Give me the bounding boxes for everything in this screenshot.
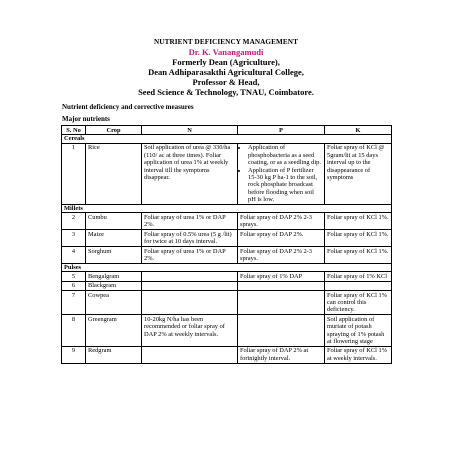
cell-crop: Greengram [86, 315, 142, 347]
cell-k: Foliar spray of KCl 1%. [325, 247, 392, 264]
cell-k: Foliar spray of KCl 1%. [325, 230, 392, 247]
group-label: Pulses [62, 263, 392, 271]
cell-sno: 9 [62, 346, 86, 363]
cell-n: Soil application of urea @ 330/ha (110/ ac at three times). Foliar application of urea 1% at weekly interval till the symptoms disappear. [142, 143, 238, 204]
header-k: K [325, 126, 392, 135]
cell-crop: Rice [86, 143, 142, 204]
group-label: Cereals [62, 135, 392, 143]
cell-k: Foliar spray of KCl 1%. [325, 213, 392, 230]
p-bullet-list [240, 144, 322, 203]
cell-n: 10-20kg N/ha has been recommended or foliar spray of DAP 2% at weekly intervals. [142, 315, 238, 347]
table-header-row [62, 126, 392, 135]
cell-p [238, 143, 325, 204]
subsection-title: Major nutrients [62, 115, 110, 123]
section-title: Nutrient deficiency and corrective measures [62, 103, 194, 111]
table-row [62, 213, 392, 230]
group-row [62, 205, 392, 213]
cell-n: Foliar spray of 0.5% urea (5 g /lit) for twice at 10 days interval. [142, 230, 238, 247]
cell-k: Foliar spray of KCl 1% at weekly intervals. [325, 346, 392, 363]
cell-crop: Redgram [86, 346, 142, 363]
cell-p [238, 281, 325, 290]
document-title: NUTRIENT DEFICIENCY MANAGEMENT [154, 38, 298, 46]
cell-k: Foliar spray of 1% KCl [325, 272, 392, 281]
cell-k: Foliar spray of KCl 1% can control this deficiency. [325, 291, 392, 315]
cell-sno: 7 [62, 291, 86, 315]
table-row [62, 281, 392, 290]
cell-n: Foliar spray of urea 1% or DAP 2%. [142, 213, 238, 230]
cell-sno: 8 [62, 315, 86, 347]
cell-crop: Sorghum [86, 247, 142, 264]
cell-n [142, 291, 238, 315]
cell-crop: Maize [86, 230, 142, 247]
cell-p: Foliar spray of DAP 2%. [238, 230, 325, 247]
author-designation-4: Seed Science & Technology, TNAU, Coimbatore. [138, 87, 314, 97]
cell-k: Soil application of muriate of potash spraying of 1% potash at flowering stage [325, 315, 392, 347]
group-label: Millets [62, 205, 392, 213]
header-n: N [142, 126, 238, 135]
header-crop: Crop [86, 126, 142, 135]
cell-n: Foliar spray of urea 1% or DAP 2%. [142, 247, 238, 264]
cell-n [142, 281, 238, 290]
list-item: • Application of P fertilizer 15-30 kg P ha-1 to the soil, rock phosphate broadcast before flooding when soil pH is low. [248, 167, 322, 204]
header-sno: S. No [62, 126, 86, 135]
cell-n [142, 272, 238, 281]
author-designation-3: Professor & Head, [192, 77, 260, 87]
cell-p: Foliar spray of DAP 2% at fortnightly interval. [238, 346, 325, 363]
group-row [62, 263, 392, 271]
cell-sno: 4 [62, 247, 86, 264]
cell-crop: Blackgram [86, 281, 142, 290]
author-designation-2: Dean Adhiparasakthi Agricultural College, [148, 67, 304, 77]
cell-p: Foliar spray of DAP 2% 2-3 sprays. [238, 213, 325, 230]
cell-k [325, 281, 392, 290]
cell-sno: 6 [62, 281, 86, 290]
cell-sno: 1 [62, 143, 86, 204]
cell-k: Foliar spray of KCl @ 5gram/lit at 15 days interval up to the disappearance of symptoms [325, 143, 392, 204]
cell-p: Foliar spray of 1% DAP [238, 272, 325, 281]
cell-crop: Cumbu [86, 213, 142, 230]
table-row [62, 315, 392, 347]
table-row [62, 247, 392, 264]
author-designation-1: Formerly Dean (Agriculture), [172, 57, 280, 67]
header-p: P [238, 126, 325, 135]
table-row [62, 143, 392, 204]
group-row [62, 135, 392, 143]
cell-crop: Bengalgram [86, 272, 142, 281]
table-row [62, 230, 392, 247]
table-row [62, 272, 392, 281]
author-name: Dr. K. Vanangamudi [188, 47, 264, 57]
cell-sno: 3 [62, 230, 86, 247]
cell-sno: 5 [62, 272, 86, 281]
nutrient-table [61, 125, 392, 364]
cell-p [238, 291, 325, 315]
cell-sno: 2 [62, 213, 86, 230]
list-item: • Application of phosphobacteria as a seed coating, or as a seedling dip. [248, 144, 322, 166]
cell-p [238, 315, 325, 347]
cell-p: Foliar spray of DAP 2% 2-3 sprays. [238, 247, 325, 264]
table-row [62, 291, 392, 315]
cell-n [142, 346, 238, 363]
cell-crop: Cowpea [86, 291, 142, 315]
table-row [62, 346, 392, 363]
